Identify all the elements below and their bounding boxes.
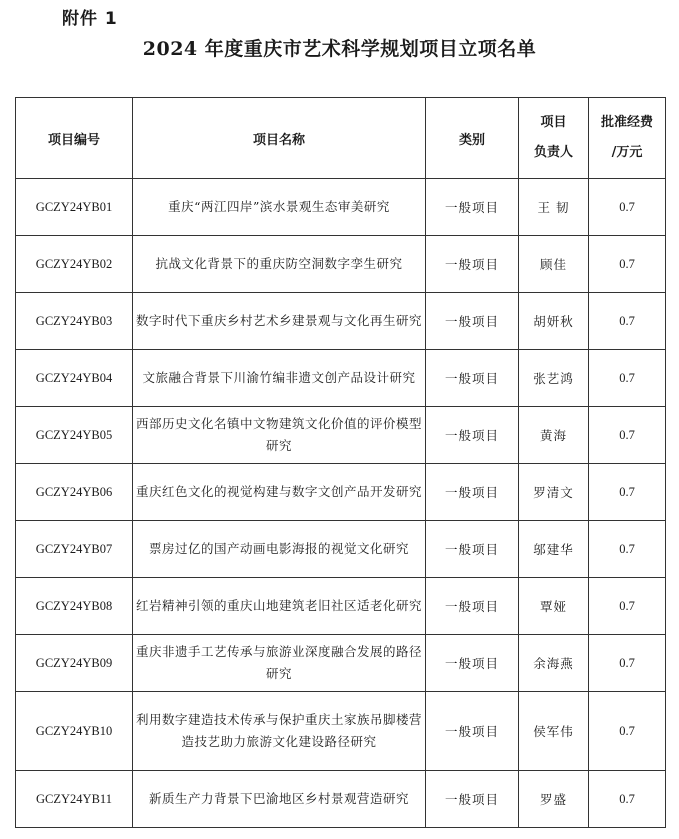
project-name-cell	[133, 236, 426, 293]
project-category-cell: 一般项目	[426, 350, 519, 407]
project-category-cell: 一般项目	[426, 236, 519, 293]
project-list-table	[15, 97, 666, 828]
project-category-cell: 一般项目	[426, 578, 519, 635]
table-row	[16, 771, 666, 828]
header-funding-line1: 批准经费	[600, 115, 653, 130]
header-project-leader	[519, 98, 589, 179]
project-leader-cell: 罗清文	[519, 464, 589, 521]
project-funding-cell: 0.7	[589, 692, 666, 771]
project-name-cell	[133, 293, 426, 350]
table-row	[16, 350, 666, 407]
project-category-cell: 一般项目	[426, 179, 519, 236]
project-code-cell: GCZY24YB03	[16, 293, 133, 350]
table-row	[16, 521, 666, 578]
project-name-text: 新质生产力背景下巴渝地区乡村景观营造研究	[148, 791, 409, 806]
project-name-text: 票房过亿的国产动画电影海报的视觉文化研究	[148, 541, 409, 556]
project-code-cell: GCZY24YB04	[16, 350, 133, 407]
project-funding-cell: 0.7	[589, 350, 666, 407]
header-funding-line2: /万元	[611, 145, 643, 160]
header-approved-funding	[589, 98, 666, 179]
project-name-cell	[133, 578, 426, 635]
project-funding-cell: 0.7	[589, 236, 666, 293]
project-name-cell	[133, 635, 426, 692]
project-name-text: 利用数字建造技术传承与保护重庆土家族吊脚楼营造技艺助力旅游文化建设路径研究	[135, 712, 422, 749]
project-name-cell	[133, 521, 426, 578]
project-funding-cell: 0.7	[589, 578, 666, 635]
table-row	[16, 635, 666, 692]
project-leader-cell: 侯军伟	[519, 692, 589, 771]
table-row	[16, 578, 666, 635]
project-name-text: 数字时代下重庆乡村艺术乡建景观与文化再生研究	[135, 313, 422, 328]
header-leader-line1: 项目	[540, 115, 567, 130]
project-name-text: 红岩精神引领的重庆山地建筑老旧社区适老化研究	[135, 598, 422, 613]
project-funding-cell: 0.7	[589, 464, 666, 521]
project-name-text: 文旅融合背景下川渝竹编非遗文创产品设计研究	[142, 370, 416, 385]
header-project-name: 项目名称	[133, 98, 426, 179]
table-header-row	[16, 98, 666, 179]
table-row	[16, 464, 666, 521]
project-name-text: 重庆“两江四岸”滨水景观生态审美研究	[168, 199, 390, 214]
project-leader-cell: 黄海	[519, 407, 589, 464]
project-name-cell	[133, 692, 426, 771]
project-category-cell: 一般项目	[426, 635, 519, 692]
project-funding-cell: 0.7	[589, 293, 666, 350]
attachment-label: 附件 1	[62, 9, 118, 29]
project-code-cell: GCZY24YB11	[16, 771, 133, 828]
project-category-cell: 一般项目	[426, 293, 519, 350]
project-funding-cell: 0.7	[589, 771, 666, 828]
project-name-cell	[133, 350, 426, 407]
project-leader-cell: 胡妍秋	[519, 293, 589, 350]
project-leader-cell: 邬建华	[519, 521, 589, 578]
header-project-code: 项目编号	[16, 98, 133, 179]
project-category-cell: 一般项目	[426, 692, 519, 771]
project-code-cell: GCZY24YB10	[16, 692, 133, 771]
project-code-cell: GCZY24YB06	[16, 464, 133, 521]
project-name-text: 重庆红色文化的视觉构建与数字文创产品开发研究	[135, 484, 422, 499]
table-row	[16, 692, 666, 771]
project-funding-cell: 0.7	[589, 407, 666, 464]
project-name-cell	[133, 771, 426, 828]
project-name-cell	[133, 464, 426, 521]
project-name-text: 西部历史文化名镇中文物建筑文化价值的评价模型研究	[135, 416, 422, 453]
project-code-cell: GCZY24YB05	[16, 407, 133, 464]
project-category-cell: 一般项目	[426, 521, 519, 578]
project-name-cell	[133, 179, 426, 236]
project-funding-cell: 0.7	[589, 521, 666, 578]
project-name-text: 抗战文化背景下的重庆防空洞数字孪生研究	[155, 256, 403, 271]
table-row	[16, 407, 666, 464]
project-category-cell: 一般项目	[426, 407, 519, 464]
table-body	[16, 179, 666, 828]
project-funding-cell: 0.7	[589, 635, 666, 692]
table-row	[16, 236, 666, 293]
project-code-cell: GCZY24YB08	[16, 578, 133, 635]
header-category: 类别	[426, 98, 519, 179]
project-code-cell: GCZY24YB02	[16, 236, 133, 293]
header-leader-line2: 负责人	[533, 145, 573, 160]
project-category-cell: 一般项目	[426, 771, 519, 828]
table-row	[16, 179, 666, 236]
project-name-text: 重庆非遗手工艺传承与旅游业深度融合发展的路径研究	[135, 644, 422, 681]
project-code-cell: GCZY24YB01	[16, 179, 133, 236]
project-code-cell: GCZY24YB07	[16, 521, 133, 578]
project-name-cell	[133, 407, 426, 464]
project-code-cell: GCZY24YB09	[16, 635, 133, 692]
project-leader-cell: 余海燕	[519, 635, 589, 692]
project-leader-cell: 顾佳	[519, 236, 589, 293]
table-row	[16, 293, 666, 350]
project-leader-cell: 罗盛	[519, 771, 589, 828]
document-title: 2024 年度重庆市艺术科学规划项目立项名单	[142, 38, 537, 60]
project-leader-cell: 覃娅	[519, 578, 589, 635]
project-leader-cell: 王 韧	[519, 179, 589, 236]
project-leader-cell: 张艺鸿	[519, 350, 589, 407]
project-category-cell: 一般项目	[426, 464, 519, 521]
project-funding-cell: 0.7	[589, 179, 666, 236]
